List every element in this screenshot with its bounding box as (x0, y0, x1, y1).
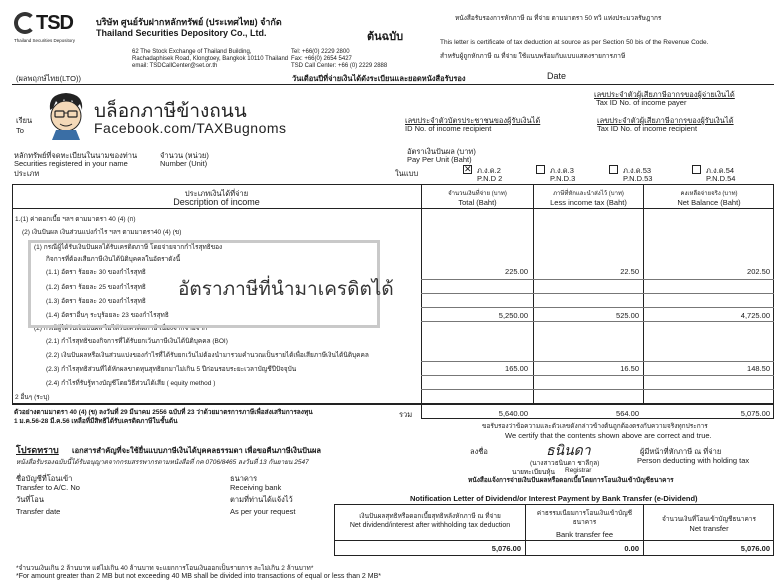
blog-url-overlay: Facebook.com/TAXBugnoms (94, 120, 287, 136)
rate-label-en: Pay Per Unit (Baht) (407, 155, 472, 164)
payment-date-label-en: Date (547, 71, 567, 81)
logo-subtitle: Thailand Securities Depository (14, 38, 76, 43)
certificate-note-th: สำหรับผู้ถูกหักภาษี ณ ที่จ่าย ใช้แนบพร้อมกับแบบแสดงรายการภาษี (440, 53, 626, 60)
payer-taxid-label-th: เลขประจำตัวผู้เสียภาษีอากรของผู้จ่ายเงินได้ (594, 90, 735, 99)
table-row: (1) กรณีผู้ได้รับเงินปันผลได้รับเครดิตภาษี โดยจ่ายจากกำไรสุทธิของ (34, 244, 223, 251)
form-pnd54-th: ภ.ง.ด.54 (706, 166, 735, 175)
registrar-label-en: Registrar (565, 467, 592, 474)
company-name-en: Thailand Securities Depository Co., Ltd. (96, 28, 267, 38)
row-1-1-tax: 22.50 (620, 267, 639, 276)
logo-circle-icon (14, 12, 36, 34)
row-1-4-net: 4,725.00 (740, 311, 770, 320)
form-pnd3-th: ภ.ง.ด.3 (550, 166, 574, 175)
signer-role-en: Person deducting with holding tax (637, 456, 750, 465)
certificate-title-en: This letter is certificate of tax deduction at source as per Section 50 bis of the Revenue Code. (440, 39, 709, 46)
transfer-col-net-dividend-th: เงินปันผลสุทธิหรือดอกเบี้ยสุทธิหลังหักภาษี ณ ที่จ่าย (359, 513, 501, 520)
col-header-description-th: ประเภทเงินได้ที่จ่าย (184, 189, 249, 198)
tax-credit-caption: อัตราภาษีที่นำมาเครดิตได้ (178, 279, 394, 300)
form-pnd3-checkbox[interactable] (536, 165, 545, 174)
table-row: (1.1) อัตรา ร้อยละ 30 ของกำไรสุทธิ (46, 269, 146, 276)
recipient-taxid-label-th: เลขประจำตัวผู้เสียภาษีอากรของผู้รับเงินได้ (597, 116, 734, 125)
form-pnd54-en: P.N.D.54 (706, 174, 736, 183)
bank-label-th: ธนาคาร (230, 474, 258, 483)
transfer-date-en: Transfer date (16, 507, 61, 516)
recipient-taxid-label-en: Tax ID No. of income recipient (597, 124, 698, 133)
certificate-title-th: หนังสือรับรองการหักภาษี ณ ที่จ่าย ตามมาตรา 50 ทวิ แห่งประมวลรัษฎากร (455, 15, 662, 22)
transfer-col-net-th: จำนวนเงินที่โอนเข้าบัญชีธนาคาร (662, 516, 756, 523)
row-1-4-total: 5,250.00 (498, 311, 528, 320)
securities-label-en: Securities registered in your name (14, 159, 128, 168)
cartoon-face-icon (44, 90, 88, 140)
notice-text-2: หนังสือรับรองฉบับนี้ได้รับอนุญาตจากกรมสรรพากรตามหนังสือที่ กค 0706/8465 ลงวันที่ 13 กันยายน 2547 (16, 459, 309, 466)
logo-text: TSD (36, 12, 73, 34)
table-row: (2.3) กำไรสุทธิส่วนที่ได้หักผลขาดทุนสุทธิยกมาไม่เกิน 5 ปีก่อนรอบระยะเวลาบัญชีปีปัจจุบัน (46, 366, 297, 373)
certify-en: We certify that the contents shown above are correct and true. (505, 431, 712, 440)
col-header-net-th: คงเหลือจ่ายจริง (บาท) (680, 191, 738, 197)
request-label-en: As per your request (230, 507, 296, 516)
recipient-id-label-en: ID No. of income recipient (405, 124, 492, 133)
table-row: (2.2) เงินปันผลหรือเงินส่วนแบ่งของกำไรที่ได้รับยกเว้นไม่ต้องนำมารวมคำนวณเป็นรายได้เพื่อเสียภาษีเงินได้นิติบุคคล (46, 352, 369, 359)
header-divider (12, 84, 774, 85)
table-row: 1.(1) ค่าดอกเบี้ย ฯลฯ ตามมาตรา 40 (4) (ก) (15, 216, 136, 223)
payer-taxid-label-en: Tax ID No. of income payer (596, 98, 687, 107)
table-row: (2.1) กำไรสุทธิของกิจการที่ได้รับยกเว้นภาษีเงินได้นิติบุคคล (BOI) (46, 338, 228, 345)
company-address-2: Rachadaphisek Road, Klongtoey, Bangkok 10110 Thailand (132, 56, 289, 62)
table-row: (1.3) อัตรา ร้อยละ 20 ของกำไรสุทธิ (46, 298, 146, 305)
notice-title: โปรดทราบ (16, 445, 59, 455)
bottom-note-th: *จำนวนเงินเกิน 2 ล้านบาท แต่ไม่เกิน 40 ล้านบาท จะแยกการโอนเงินออกเป็นรายการ ละไม่เกิน 2 ล้านบาท* (16, 565, 314, 572)
transfer-col-net-dividend-en: Net dividend/interest after withholding tax deduction (349, 522, 511, 529)
company-address-3: email: TSDCallCenter@set.or.th (132, 63, 218, 69)
grand-total-tax: 564.00 (616, 409, 639, 418)
certify-th: ขอรับรองว่าข้อความและตัวเลขดังกล่าวข้างต้นถูกต้องตรงกับความจริงทุกประการ (482, 423, 708, 430)
blog-name-overlay: บล็อกภาษีข้างถนน (94, 101, 247, 122)
row-2-3-net: 148.50 (747, 364, 770, 373)
footnote-2: 1 ม.ค.56-28 มี.ค.56 เหลือที่มีสิทธิได้รับเครดิตภาษีในชั้นต้น (14, 418, 178, 425)
masked-payer-name: (ผลพฤกษ์ไทย(LTO)) (16, 74, 81, 83)
bank-label-en: Receiving bank (230, 483, 282, 492)
col-header-description-en: Description of income (173, 197, 260, 207)
original-label: ต้นฉบับ (367, 31, 404, 43)
form-pnd53-en: P.N.D.53 (623, 174, 653, 183)
row-2-3-tax: 16.50 (620, 364, 639, 373)
transfer-net-dividend-value: 5,076.00 (491, 544, 521, 553)
col-header-tax-en: Less income tax (Baht) (550, 198, 627, 207)
signature: ธนินดา (546, 443, 591, 459)
form-pnd53-checkbox[interactable] (609, 165, 618, 174)
type-label-th: ประเภท (14, 169, 40, 178)
notification-title-th: หนังสือแจ้งการจ่ายเงินปันผลหรือดอกเบี้ยโดยการโอนเงินเข้าบัญชีธนาคาร (468, 477, 674, 484)
transfer-fee-value: 0.00 (624, 544, 639, 553)
form-pnd3-en: P.N.D.3 (550, 174, 576, 183)
form-pnd54-checkbox[interactable] (692, 165, 701, 174)
row-2-3-total: 165.00 (505, 364, 528, 373)
col-header-total-th: จำนวนเงินที่จ่าย (บาท) (448, 191, 507, 197)
table-row: (2.4) กำไรที่รับรู้ทางบัญชีโดยวิธีส่วนได้เสีย ( equity method ) (46, 380, 216, 387)
row-1-1-net: 202.50 (747, 267, 770, 276)
logo (14, 10, 84, 46)
transfer-col-fee-th: ค่าธรรมเนียมการโอนเงินเข้าบัญชีธนาคาร (536, 510, 633, 526)
company-callcenter: TSD Call Center: +66 (0) 2229 2888 (291, 63, 388, 69)
request-label-th: ตามที่ท่านได้แจ้งไว้ (230, 495, 293, 504)
table-row: (1.4) อัตราอื่นๆ ระบุร้อยละ 23 ของกำไรสุทธิ (46, 312, 169, 319)
recipient-id-label-th: เลขประจำตัวบัตรประชาชนของผู้รับเงินได้ (405, 116, 541, 125)
row-1-4-tax: 525.00 (616, 311, 639, 320)
transfer-net-value: 5,076.00 (740, 544, 770, 553)
signer-name: (นางสาวธนินดา ชาลีกุล) (530, 460, 600, 467)
form-pnd2-checkbox[interactable]: ✕ (464, 164, 472, 174)
blog-avatar (44, 90, 88, 140)
transfer-col-fee-en: Bank transfer fee (555, 530, 614, 539)
form-pnd53-th: ภ.ง.ด.53 (623, 166, 652, 175)
table-row: (1.2) อัตรา ร้อยละ 25 ของกำไรสุทธิ (46, 284, 146, 291)
col-header-total-en: Total (Baht) (458, 198, 497, 207)
col-header-net-en: Net Balance (Baht) (677, 198, 741, 207)
recipient-to-en: To (16, 126, 24, 135)
notice-text-1: เอกสารสำคัญที่จะใช้ยื่นแบบภาษีเงินได้บุคคลธรรมดา เพื่อขอคืนภาษีเงินปันผล (72, 446, 321, 455)
col-header-tax-th: ภาษีที่หักและนำส่งไว้ (บาท) (553, 191, 624, 197)
company-name-th: บริษัท ศูนย์รับฝากหลักทรัพย์ (ประเทศไทย) จำกัด (96, 17, 282, 27)
grand-total-net: 5,075.00 (740, 409, 770, 418)
rate-label-th: อัตราเงินปันผล (บาท) (407, 147, 476, 156)
transfer-to-th: ชื่อบัญชีที่โอนเข้า (16, 474, 73, 483)
form-pnd2-th: ภ.ง.ด.2 (477, 166, 501, 175)
form-label-th: ในแบบ (395, 169, 419, 178)
table-row: 2 อื่นๆ (ระบุ) (15, 394, 50, 401)
payment-date-label-th: วันเดือนปีที่จ่ายเงินได้ดังระเบียนและยอดหนังสือรับรอง (292, 74, 466, 83)
transfer-col-net-en: Net transfer (689, 524, 729, 533)
company-fax: Fax: +66(0) 2654 5427 (291, 56, 352, 62)
securities-label-th: หลักทรัพย์ที่จดทะเบียนในนามของท่าน (14, 151, 138, 160)
bottom-note-en: *For amount greater than 2 MB but not exceeding 40 MB shall be divided into transactions of equal or less than 2 MB* (16, 573, 381, 580)
transfer-date-th: วันที่โอน (16, 495, 44, 504)
company-tel: Tel: +66(0) 2229 2800 (291, 49, 350, 55)
units-label-en: Number (Unit) (160, 159, 208, 168)
form-pnd2-en: P.N.D 2 (477, 174, 503, 183)
table-row: (2) เงินปันผล เงินส่วนแบ่งกำไร ฯลฯ ตามมาตรา40 (4) (ข) (22, 229, 182, 236)
row-1-1-total: 225.00 (505, 267, 528, 276)
transfer-to-en: Transfer to A/C. No (16, 483, 80, 492)
recipient-to-th: เรียน (16, 116, 33, 125)
registrar-label: นายทะเบียนหุ้น (512, 469, 556, 476)
company-address-1: 62 The Stock Exchange of Thailand Building, (132, 49, 252, 55)
total-label: รวม (399, 410, 413, 419)
units-label-th: จำนวน (หน่วย) (160, 151, 209, 160)
signature-label: ลงชื่อ (470, 447, 488, 456)
signer-role-th: ผู้มีหน้าที่หักภาษี ณ ที่จ่าย (640, 447, 722, 456)
notification-title-en: Notification Letter of Dividend/or Interest Payment by Bank Transfer (e-Dividend) (410, 494, 698, 503)
table-row: กิจการที่ต้องเสียภาษีเงินได้นิติบุคคลในอัตราดังนี้ (46, 256, 181, 263)
footnote: ตัวอย่างตามมาตรา 40 (4) (ข) ลงวันที่ 29 มีนาคม 2556 ฉบับที่ 23 ว่าด้วยมาตรการภาษีเพื่อส่งเสริมการลงทุน (14, 409, 313, 416)
table-row: (2) กรณีผู้ได้รับเงินปันผล ไม่ได้รับเครดิตภาษี เนื่องจากจ่ายจาก (34, 325, 208, 332)
grand-total: 5,640.00 (498, 409, 528, 418)
